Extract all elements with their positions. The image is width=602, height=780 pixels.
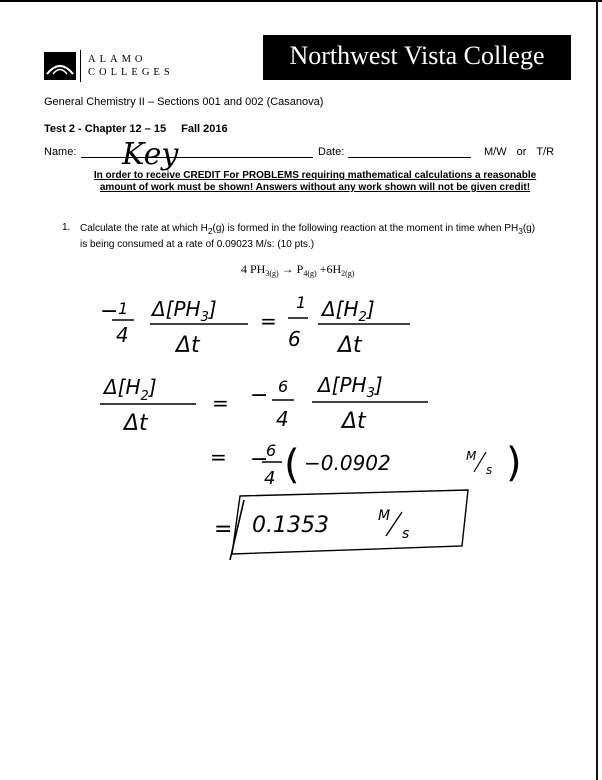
test-title: Test 2 - Chapter 12 – 15 — [44, 123, 167, 135]
step1-right-coef-den: 6 — [288, 327, 301, 351]
step1-coef-den: 4 — [116, 323, 129, 347]
schedule-or: or — [516, 146, 527, 158]
step1-sign: − — [100, 299, 119, 324]
step3-paren-open: ( — [284, 442, 300, 488]
credit-notice-line-1: In order to receive CREDIT For PROBLEMS requiring mathematical calculations a reasonable — [93, 170, 537, 181]
question-text-part-2: (g) is formed in the following reaction at the moment in time when PH — [212, 223, 519, 234]
step1-right-coef-num: 1 — [296, 293, 307, 312]
step1-left-num-main: Δ[PH — [152, 297, 201, 321]
step1-left-den: Δt — [176, 333, 200, 358]
step3-eq: = — [210, 445, 227, 469]
step1-left-num-sub: 3 — [200, 310, 209, 325]
credit-notice-line-2: amount of work must be shown! Answers without any work shown will not be given credit! — [99, 182, 531, 193]
step1-right-den: Δt — [338, 333, 362, 358]
step1-right-num-sub: 2 — [358, 310, 367, 325]
step1-coef-num: 1 — [118, 299, 129, 318]
step3-sign: − — [250, 447, 269, 472]
test-term: Fall 2016 — [181, 123, 228, 135]
eq-reactant-sub: 3 — [265, 269, 270, 278]
question-number: 1. — [62, 222, 71, 233]
step2-right-close: ] — [374, 373, 383, 397]
step3-coef-num: 6 — [266, 441, 277, 460]
step2-right-den: Δt — [342, 409, 366, 434]
eq-reactant-state: (g) — [269, 269, 279, 278]
logo-line-1: ALAMO — [88, 54, 147, 65]
question-sub-2: 3 — [518, 226, 523, 236]
eq-reactant: 4 PH — [241, 262, 266, 276]
step2-left-sub: 2 — [140, 389, 149, 404]
date-label: Date: — [318, 146, 345, 158]
question-text-part-1: Calculate the rate at which H — [80, 223, 208, 234]
question-sub-1: 2 — [207, 226, 213, 236]
step1-left-num — [150, 297, 217, 325]
step2-left-close: ] — [148, 375, 157, 399]
step3-paren-close: ) — [506, 440, 522, 486]
step2-right-num — [316, 373, 383, 401]
logo-line-2: COLLEGES — [88, 67, 174, 78]
eq-product-1-sub: 4(g) — [303, 269, 317, 278]
schedule-option-mw: M/W — [484, 146, 507, 158]
step2-sign: − — [250, 383, 269, 408]
answer-eq: = — [214, 517, 233, 542]
step1-right-num — [320, 297, 375, 325]
eq-arrow: → — [281, 262, 294, 276]
step3-coef-den: 4 — [264, 468, 276, 489]
step1-right-num-close: ] — [366, 297, 375, 321]
answer-value: 0.1353 — [252, 513, 329, 538]
step2-right-num-main: Δ[PH — [318, 373, 367, 397]
step2-right-sub: 3 — [366, 386, 375, 401]
course-line: General Chemistry II – Sections 001 and 002 (Casanova) — [44, 96, 324, 108]
eq-product-2: 6H — [326, 262, 342, 276]
schedule-option-tr: T/R — [536, 146, 555, 158]
step1-eq: = — [260, 309, 277, 333]
name-handwritten — [121, 137, 179, 172]
step2-left-den: Δt — [124, 411, 148, 436]
question-text-part-3: (g) — [522, 223, 536, 234]
eq-product-2-sub: 2(g) — [341, 269, 355, 278]
answer-unit-den: s — [402, 526, 410, 542]
step1-left-num-close: ] — [208, 297, 217, 321]
step2-coef-num: 6 — [278, 377, 289, 396]
answer-unit-num: M — [378, 508, 391, 524]
college-name: Northwest Vista College — [289, 41, 545, 70]
eq-product-1: P — [296, 262, 304, 276]
step2-eq: = — [212, 391, 229, 415]
question-text-line-2: is being consumed at a rate of 0.09023 M/s: (10 pts.) — [80, 239, 315, 250]
step3-value: −0.0902 — [304, 451, 391, 475]
step2-coef-den: 4 — [276, 407, 289, 431]
eq-plus: + — [319, 262, 327, 276]
name-key-text: Key — [122, 137, 179, 172]
name-label: Name: — [44, 146, 77, 158]
step3-unit-den: s — [486, 463, 493, 477]
step2-left-num — [102, 375, 157, 404]
step1-right-num-main: Δ[H — [322, 297, 359, 321]
step3-unit-num: M — [466, 449, 477, 463]
step2-left-num-main: Δ[H — [104, 375, 141, 399]
